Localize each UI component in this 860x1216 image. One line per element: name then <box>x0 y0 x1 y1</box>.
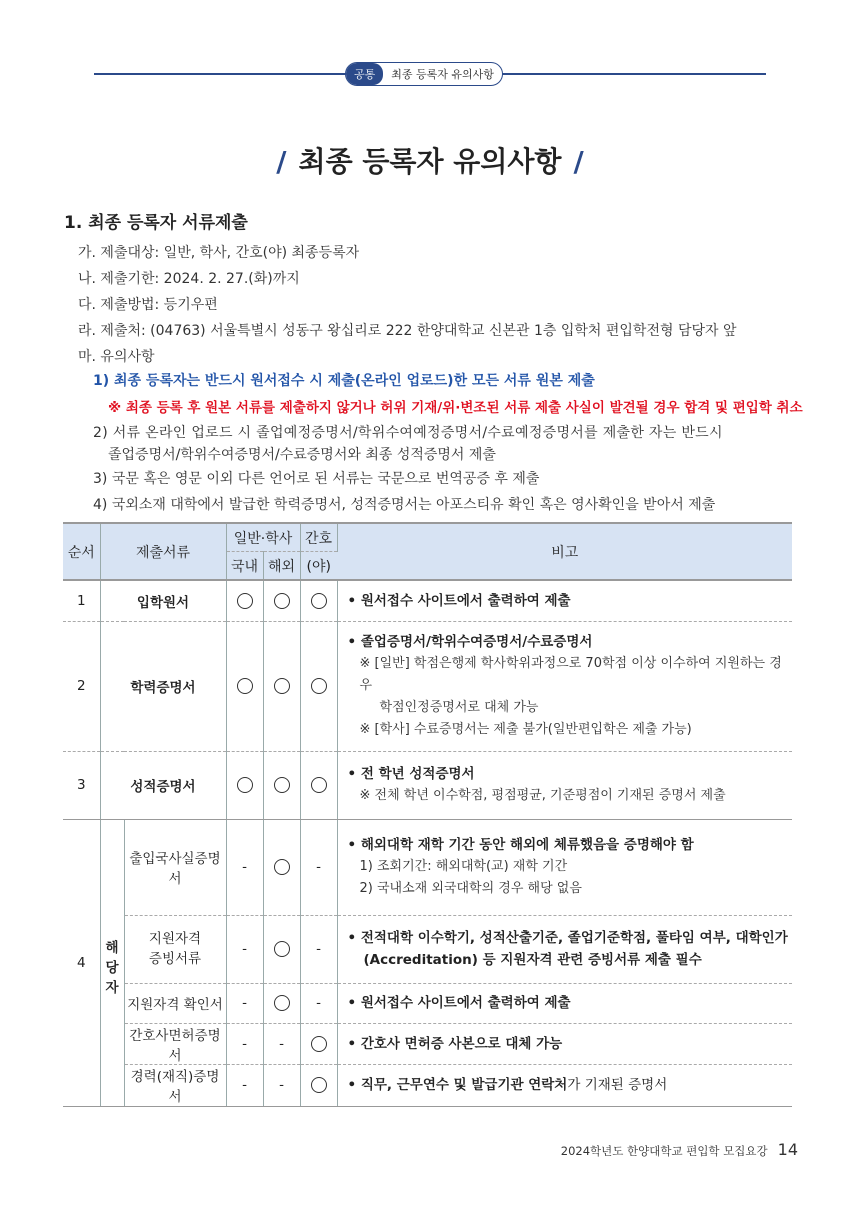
dash-mark: - <box>226 983 263 1023</box>
row4b-bullet2: (Accreditation) 등 지원자격 관련 증빙서류 제출 필수 <box>363 952 702 968</box>
dash-mark: - <box>263 1064 300 1106</box>
circle-mark <box>237 593 253 609</box>
note-3: 3) 국문 혹은 영문 이외 다른 언어로 된 서류는 국문으로 번역공증 후 제출 <box>93 471 540 487</box>
row4-group: 해당자 <box>100 819 124 1106</box>
dash-mark: - <box>300 915 337 983</box>
row4d-bullet: • 간호사 면허증 사본으로 대체 가능 <box>348 1033 793 1055</box>
documents-table <box>63 522 792 1107</box>
dash-mark: - <box>300 983 337 1023</box>
row1-doc: 입학원서 <box>100 580 226 621</box>
note-1: 1) 최종 등록자는 반드시 원서접수 시 제출(온라인 업로드)한 모든 서류 원본 제출 <box>93 373 595 389</box>
circle-mark <box>311 777 327 793</box>
circle-mark <box>311 1077 327 1093</box>
row3-remark: ※ 전체 학년 이수학점, 평점평균, 기준평점이 기재된 증명서 제출 <box>359 788 726 803</box>
col-remarks: 비고 <box>337 523 792 580</box>
section-heading: 1. 최종 등록자 서류제출 <box>64 213 248 233</box>
row4-doc-immigration: 출입국사실증명서 <box>124 819 226 915</box>
page-title: / 최종 등록자 유의사항 / <box>276 145 584 178</box>
col-nursing-night: (야) <box>300 552 337 581</box>
circle-mark <box>311 678 327 694</box>
note-2a: 2) 서류 온라인 업로드 시 졸업예정증명서/학위수여예정증명서/수료예정증명서를 제출한 자는 반드시 <box>93 425 723 441</box>
note-4: 4) 국외소재 대학에서 발급한 학력증명서, 성적증명서는 아포스티유 확인 혹은 영사확인을 받아서 제출 <box>93 497 716 513</box>
circle-mark <box>274 593 290 609</box>
circle-mark <box>274 678 290 694</box>
col-overseas: 해외 <box>263 552 300 581</box>
note-2b: 졸업증명서/학위수여증명서/수료증명서와 최종 성적증명서 제출 <box>108 447 496 463</box>
page-number: 14 <box>777 1140 798 1159</box>
item-target: 가. 제출대상: 일반, 학사, 간호(야) 최종등록자 <box>78 245 360 261</box>
dash-mark: - <box>263 1023 300 1064</box>
row4a-bullet: • 해외대학 재학 기간 동안 해외에 체류했음을 증명해야 함 <box>348 834 793 856</box>
circle-mark <box>274 777 290 793</box>
row2-remark2: ※ [학사] 수료증명서는 제출 불가(일반편입학은 제출 가능) <box>359 722 692 737</box>
row2-bullet: • 졸업증명서/학위수여증명서/수료증명서 <box>348 631 793 653</box>
item-notes: 마. 유의사항 <box>78 349 155 365</box>
row4-doc-career: 경력(재직)증명서 <box>124 1064 226 1106</box>
circle-mark <box>274 941 290 957</box>
dash-mark: - <box>226 819 263 915</box>
circle-mark <box>274 995 290 1011</box>
dash-mark: - <box>226 915 263 983</box>
header-title: 최종 등록자 유의사항 <box>391 68 494 81</box>
item-method: 다. 제출방법: 등기우편 <box>78 297 218 313</box>
col-domestic: 국내 <box>226 552 263 581</box>
row3-doc: 성적증명서 <box>100 751 226 819</box>
row4b-bullet1: • 전적대학 이수학기, 성적산출기준, 졸업기준학점, 풀타임 여부, 대학인가 <box>348 927 793 949</box>
row3-no: 3 <box>63 751 100 819</box>
row4-doc-eligibility: 지원자격 증빙서류 <box>124 915 226 983</box>
dash-mark: - <box>226 1023 263 1064</box>
warning-note: ※ 최종 등록 후 원본 서류를 제출하지 않거나 허위 기재/위·변조된 서류 제출 사실이 발견될 경우 합격 및 편입학 취소 <box>108 400 803 416</box>
col-doc: 제출서류 <box>100 523 226 580</box>
circle-mark <box>311 1036 327 1052</box>
row4-doc-confirm: 지원자격 확인서 <box>124 983 226 1023</box>
circle-mark <box>237 777 253 793</box>
row3-bullet: • 전 학년 성적증명서 <box>348 763 793 785</box>
row1-no: 1 <box>63 580 100 621</box>
row2-no: 2 <box>63 621 100 751</box>
col-nursing: 간호 <box>300 523 337 552</box>
col-order: 순서 <box>63 523 100 580</box>
row4e-bullet: • 직무, 근무연수 및 발급기관 연락처가 기재된 증명서 <box>348 1074 793 1096</box>
row4-doc-license: 간호사면허증명서 <box>124 1023 226 1064</box>
row2-remark1b: 학점인정증명서로 대체 가능 <box>379 700 539 715</box>
circle-mark <box>311 593 327 609</box>
item-deadline: 나. 제출기한: 2024. 2. 27.(화)까지 <box>78 271 300 287</box>
circle-mark <box>274 859 290 875</box>
footer <box>561 1140 798 1159</box>
header-tag: 공통 <box>346 63 383 85</box>
row1-bullet: • 원서접수 사이트에서 출력하여 제출 <box>348 590 793 612</box>
item-address: 라. 제출처: (04763) 서울특별시 성동구 왕십리로 222 한양대학교 신본관 1층 입학처 편입학전형 담당자 앞 <box>78 323 737 339</box>
dash-mark: - <box>300 819 337 915</box>
row4a-remark2: 2) 국내소재 외국대학의 경우 해당 없음 <box>359 881 582 896</box>
dash-mark: - <box>226 1064 263 1106</box>
row4-no: 4 <box>63 819 100 1106</box>
col-general: 일반·학사 <box>226 523 300 552</box>
circle-mark <box>237 678 253 694</box>
row4a-remark1: 1) 조회기간: 해외대학(교) 재학 기간 <box>359 859 568 874</box>
row2-remark1: ※ [일반] 학점은행제 학사학위과정으로 70학점 이상 이수하여 지원하는 경우 <box>359 656 782 693</box>
header-badge <box>345 62 503 86</box>
row2-doc: 학력증명서 <box>100 621 226 751</box>
row4c-bullet: • 원서접수 사이트에서 출력하여 제출 <box>348 992 793 1014</box>
footer-text: 2024학년도 한양대학교 편입학 모집요강 <box>560 1144 768 1158</box>
